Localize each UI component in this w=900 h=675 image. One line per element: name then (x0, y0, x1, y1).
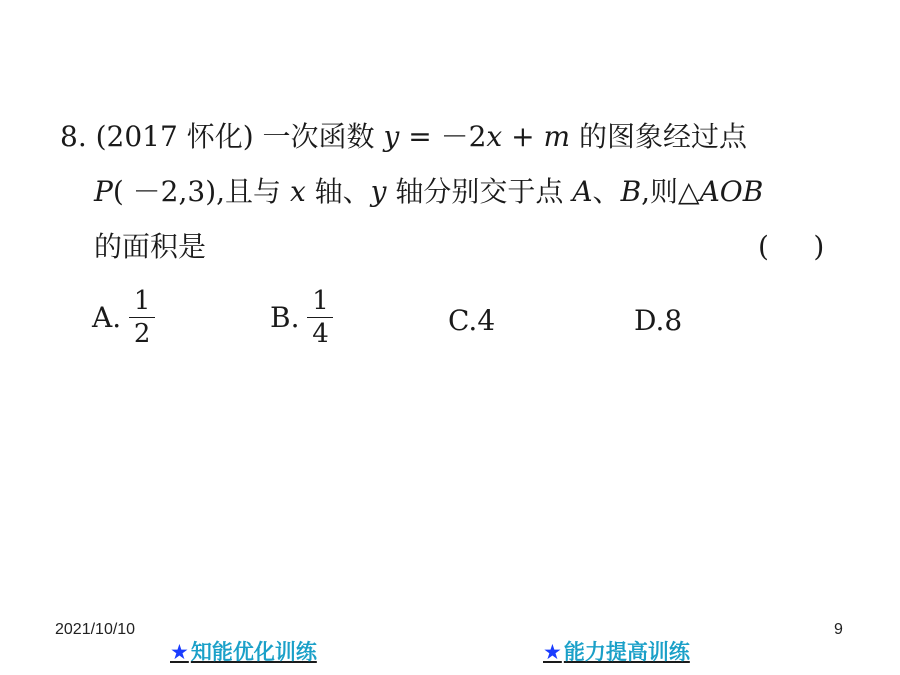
question-line-1 (60, 119, 747, 155)
question-text: 的面积是 (94, 230, 207, 263)
link-ability-training[interactable] (543, 636, 690, 666)
option-letter: B. (270, 300, 300, 334)
page-number: 9 (834, 621, 843, 638)
triangle-name: AOB (699, 175, 764, 208)
answer-blank: ( ) (758, 230, 825, 263)
separator: 、 (592, 175, 621, 208)
point-a: A (572, 175, 593, 208)
star-icon: ★ (543, 640, 562, 664)
plus-sign: + (511, 120, 535, 153)
axis-y: y (370, 175, 387, 208)
option-a (92, 286, 155, 349)
fraction-bar (129, 317, 155, 318)
var-y: y (383, 120, 400, 153)
option-d (634, 303, 682, 339)
option-b (270, 286, 333, 349)
star-icon: ★ (170, 640, 189, 664)
question-line-3 (94, 229, 206, 265)
equation: = －2 (408, 120, 487, 153)
question-text: 轴、 (314, 175, 371, 208)
fraction (129, 286, 155, 349)
footer-date: 2021/10/10 (55, 621, 136, 638)
question-text: 轴分别交于点 (395, 175, 564, 208)
var-x: x (486, 120, 503, 153)
var-m: m (543, 120, 571, 153)
link-label: 能力提高训练 (563, 640, 690, 664)
option-value: 4 (477, 304, 496, 337)
option-c (448, 303, 495, 339)
option-letter: D. (634, 304, 665, 337)
question-source: (2017 怀化) (95, 120, 254, 153)
question-text: 的图象经过点 (578, 120, 747, 153)
fraction-bar (307, 317, 333, 318)
option-letter: C. (448, 304, 478, 337)
question-line-2 (94, 174, 763, 210)
question-text: ,则△ (641, 175, 700, 208)
point-coords: ( －2,3) (112, 175, 217, 208)
option-letter: A. (92, 300, 122, 334)
option-value: 8 (664, 304, 683, 337)
fraction (307, 286, 333, 349)
question-text: ,且与 (216, 175, 282, 208)
denominator: 2 (133, 319, 151, 349)
numerator: 1 (133, 286, 151, 316)
numerator: 1 (312, 286, 329, 316)
denominator: 4 (312, 319, 329, 349)
link-label: 知能优化训练 (190, 640, 317, 664)
link-zhineng-training[interactable] (170, 636, 317, 666)
point-b: B (620, 175, 642, 208)
point-p: P (94, 175, 113, 208)
question-number: 8. (60, 120, 87, 153)
axis-x: x (289, 175, 306, 208)
question-text: 一次函数 (262, 120, 375, 153)
